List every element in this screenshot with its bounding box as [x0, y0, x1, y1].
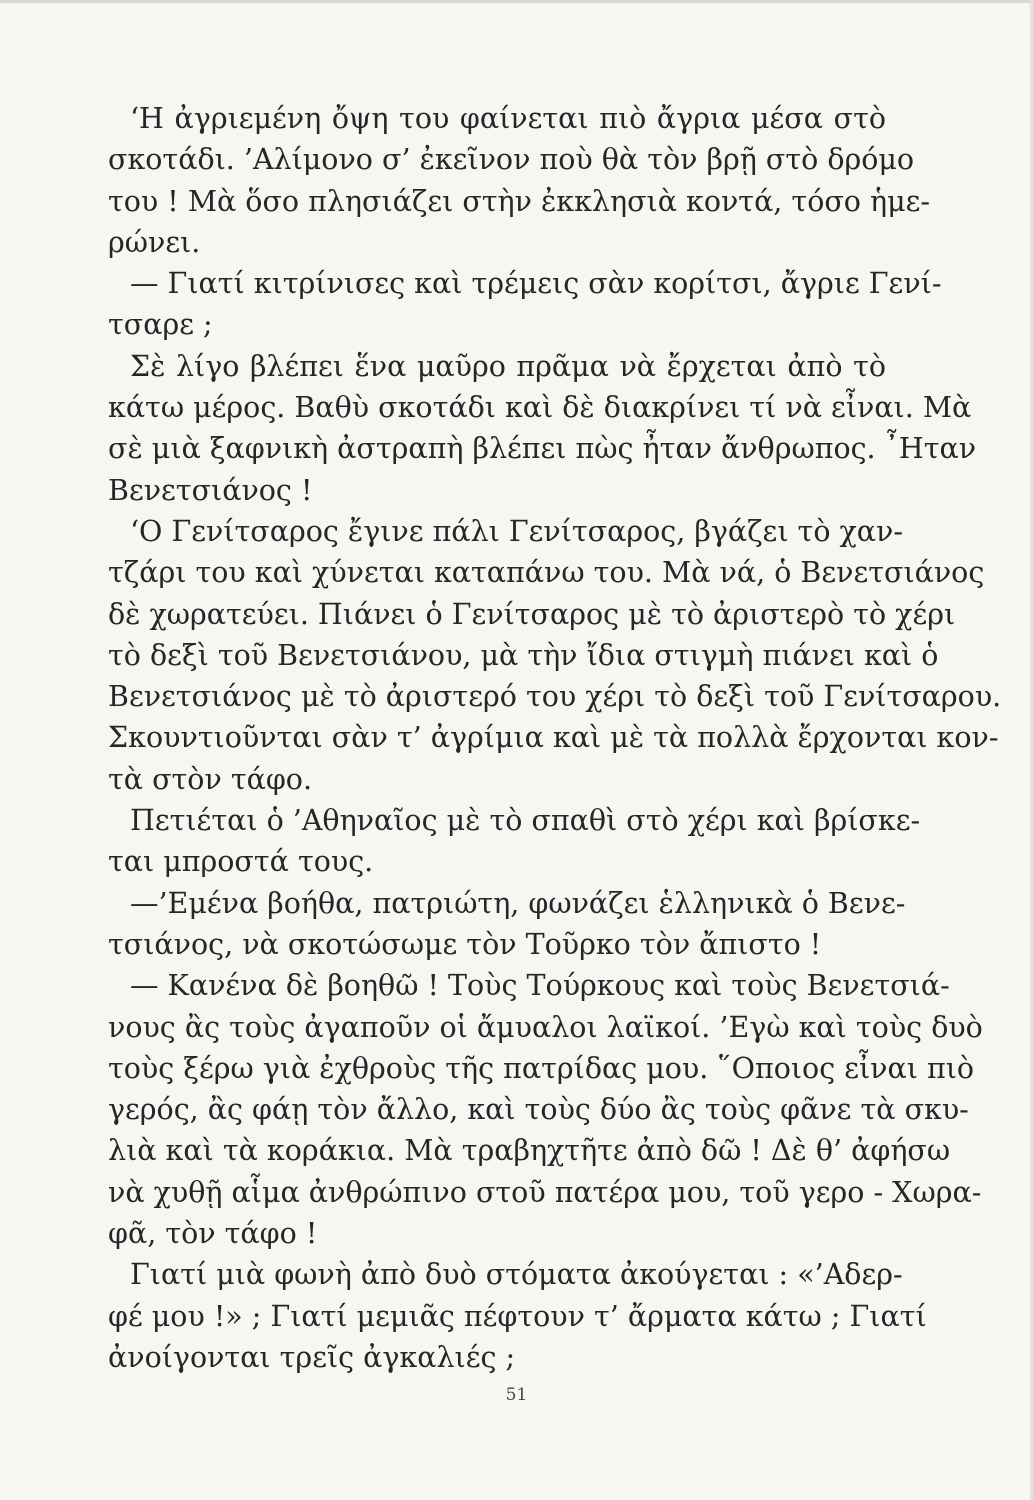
text-line: φᾶ, τὸν τάφο !: [108, 1217, 318, 1251]
text-line: — Γιατί κιτρίνισες καὶ τρέμεις σὰν κορίτσι, ἄγριε Γενί-: [130, 267, 942, 301]
text-line: κάτω μέρος. Βαθὺ σκοτάδι καὶ δὲ διακρίνει τί νὰ εἶναι. Μὰ: [108, 391, 972, 425]
text-line: ἀνοίγονται τρεῖς ἀγκαλιές ;: [108, 1340, 516, 1374]
text-line: σκοτάδι. ’Αλίμονο σ’ ἐκεῖνον ποὺ θὰ τὸν βρῇ στὸ δρόμο: [108, 143, 915, 177]
text-line: Βενετσιάνος μὲ τὸ ἀριστερό του χέρι τὸ δεξὶ τοῦ Γενίτσαρου.: [108, 680, 1002, 714]
text-line: φέ μου !» ; Γιατί μεμιᾶς πέφτουν τ’ ἄρματα κάτω ; Γιατί: [108, 1299, 927, 1333]
text-line: τὸ δεξὶ τοῦ Βενετσιάνου, μὰ τὴν ἴδια στιγμὴ πιάνει καὶ ὁ: [108, 638, 939, 672]
text-line: ρώνει.: [108, 225, 201, 259]
text-line: νους ἂς τοὺς ἀγαποῦν οἱ ἄμυαλοι λαϊκοί. ’Εγὼ καὶ τοὺς δυὸ: [108, 1010, 983, 1044]
text-line: τσαρε ;: [108, 308, 213, 342]
text-line: ‘Η ἀγριεμένη ὄψη του φαίνεται πιὸ ἄγρια μέσα στὸ: [130, 102, 886, 135]
text-line: δὲ χωρατεύει. Πιάνει ὁ Γενίτσαρος μὲ τὸ ἀριστερὸ τὸ χέρι: [108, 597, 956, 631]
text-line: Βενετσιάνος !: [108, 473, 313, 507]
text-line: —’Εμένα βοήθα, πατριώτη, φωνάζει ἑλληνικὰ ὁ Βενε-: [130, 886, 906, 920]
text-line: ται μπροστά τους.: [108, 845, 374, 879]
text-line: λιὰ καὶ τὰ κοράκια. Μὰ τραβηχτῆτε ἀπὸ δῶ ! Δὲ θ’ ἀφήσω: [108, 1134, 951, 1168]
text-line: του ! Μὰ ὅσο πλησιάζει στὴν ἐκκλησιὰ κοντά, τόσο ἡμε-: [108, 184, 931, 218]
text-line: Σκουντιοῦνται σὰν τ’ ἀγρίμια καὶ μὲ τὰ πολλὰ ἔρχονται κον-: [108, 721, 999, 755]
page-number: 51: [505, 1385, 528, 1405]
text-line: — Κανένα δὲ βοηθῶ ! Τοὺς Τούρκους καὶ τοὺς Βενετσιά-: [130, 969, 950, 1003]
text-line: ‘Ο Γενίτσαρος ἔγινε πάλι Γενίτσαρος, βγάζει τὸ χαν-: [130, 514, 904, 548]
text-line: γερός, ἂς φάῃ τὸν ἄλλο, καὶ τοὺς δύο ἂς τοὺς φᾶνε τὰ σκυ-: [108, 1093, 969, 1127]
text-line: τσιάνος, νὰ σκοτώσωμε τὸν Τοῦρκο τὸν ἄπιστο !: [108, 927, 822, 961]
text-line: σὲ μιὰ ξαφνικὴ ἀστραπὴ βλέπει πὼς ἦταν ἄνθρωπος. ῏Ηταν: [108, 432, 977, 466]
text-line: Γιατί μιὰ φωνὴ ἀπὸ δυὸ στόματα ἀκούγεται : «’Αδερ-: [130, 1258, 903, 1292]
text-line: νὰ χυθῇ αἷμα ἀνθρώπινο στοῦ πατέρα μου, τοῦ γερο - Χωρα-: [108, 1175, 982, 1209]
text-line: Σὲ λίγο βλέπει ἕνα μαῦρο πρᾶμα νὰ ἔρχεται ἀπὸ τὸ: [130, 349, 886, 383]
text-line: τοὺς ξέρω γιὰ ἐχθροὺς τῆς πατρίδας μου. ῞Οποιος εἶναι πιὸ: [108, 1051, 975, 1085]
text-line: τζάρι του καὶ χύνεται καταπάνω του. Μὰ νά, ὁ Βενετσιάνος: [108, 556, 985, 590]
body-text: [108, 98, 1002, 1378]
text-line: τὰ στὸν τάφο.: [108, 762, 313, 796]
page-top-edge: [0, 0, 1033, 3]
text-line: Πετιέται ὁ ’Αθηναῖος μὲ τὸ σπαθὶ στὸ χέρι καὶ βρίσκε-: [130, 804, 921, 838]
